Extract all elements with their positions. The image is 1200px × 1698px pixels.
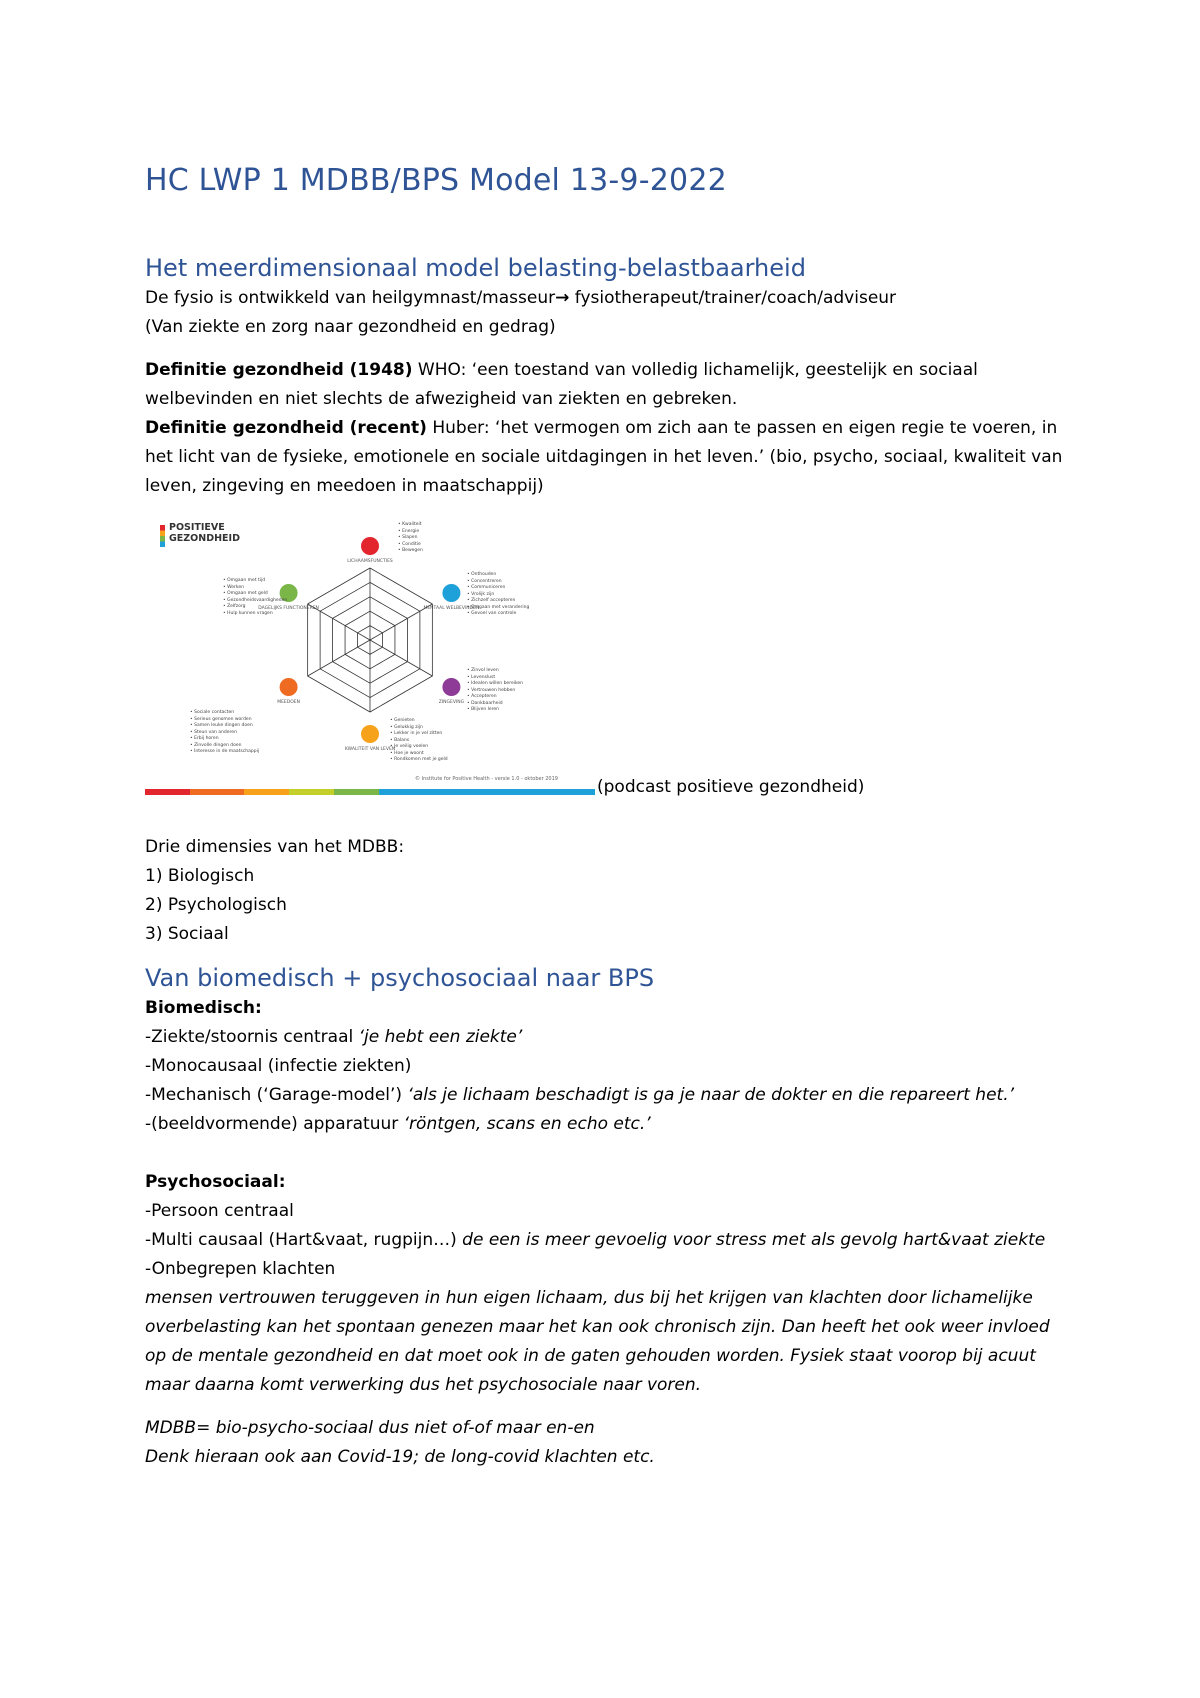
section-bps: [145, 962, 1075, 1472]
figure-block: [145, 518, 1075, 808]
figure-caption: (podcast positieve gezondheid): [597, 777, 865, 797]
psychosociaal-item: -Onbegrepen klachten: [145, 1259, 336, 1279]
paragraph-definition-1948: Definitie gezondheid (1948) WHO: ‘een toestand van volledig lichamelijk, geestelijk en sociaal welbevinden en niet slechts de afwezigheid van ziekten en gebreken.: [145, 360, 978, 409]
mdbb-line: MDBB= bio-psycho-sociaal dus niet of-of maar en-en: [145, 1418, 595, 1438]
figure-list-right-bottom: • Zinvol leven • Levenslust • Idealen willen bereiken • Vertrouwen hebben • Accepteren • Dankbaarheid • Blijven leren: [467, 668, 524, 712]
paragraph-ziekte-gedrag: (Van ziekte en zorg naar gezondheid en gedrag): [145, 317, 556, 337]
biomedisch-item: -Monocausaal (infectie ziekten): [145, 1056, 412, 1076]
dimension-item: 1) Biologisch: [145, 866, 255, 886]
dimension-item: 3) Sociaal: [145, 924, 229, 944]
biomedisch-item: -Mechanisch (‘Garage-model’) ‘als je lichaam beschadigt is ga je naar de dokter en die repareert het.’: [145, 1085, 1014, 1105]
dimension-icon: [361, 725, 379, 743]
section-mdbb: [145, 252, 1075, 501]
section-heading-mdbb: Het meerdimensionaal model belasting-belastbaarheid: [145, 254, 806, 282]
paragraph-definition-recent: Definitie gezondheid (recent) Huber: ‘het vermogen om zich aan te passen en eigen regie te voeren, in het licht van de fysieke, emotionele en sociale uitdagingen in het leven.’ (bio, psycho, sociaal, kwaliteit van leven, zingeving en meedoen in maatschappij): [145, 418, 1063, 496]
psychosociaal-item: -Multi causaal (Hart&vaat, rugpijn…) de een is meer gevoelig voor stress met als gevolg hart&vaat ziekte: [145, 1230, 1046, 1250]
dimension-icon: [442, 584, 460, 602]
positive-health-figure: [145, 518, 595, 798]
psychosociaal-item: -Persoon centraal: [145, 1201, 294, 1221]
dimension-label: MENTAAL WELBEVINDEN: [423, 606, 480, 611]
dimension-label: ZINGEVING: [438, 700, 465, 705]
biomedisch-label: Biomedisch:: [145, 998, 262, 1018]
dimension-label: LICHAAMSFUNCTIES: [347, 559, 393, 564]
dimension-item: 2) Psychologisch: [145, 895, 287, 915]
dimension-label: DAGELIJKS FUNCTIONEREN: [258, 606, 319, 611]
psychosociaal-paragraph: mensen vertrouwen teruggeven in hun eigen lichaam, dus bij het krijgen van klachten door lichamelijke overbelasting kan het spontaan genezen maar het kan ook chronisch zijn. Dan heeft het ook weer invloed op de mentale gezondheid en dat moet ook in de gaten gehouden worden. Fysiek staat voorop bij acuut maar daarna komt verwerking dus het psychosociale naar voren.: [145, 1288, 1050, 1395]
figure-list-left-top: • Omgaan met tijd • Werken • Omgaan met geld • Gezondheidsvaardigheden • Zelfzorg • Hulp kunnen vragen: [223, 578, 288, 616]
section-heading-bps: Van biomedisch + psychosociaal naar BPS: [145, 964, 655, 992]
web-axis: [370, 640, 432, 676]
figure-footer: © Institute for Positive Health - versie 1.0 - oktober 2019: [415, 776, 558, 782]
figure-list-top: • Kwaliteit • Energie • Slapen • Conditie • Bewegen: [398, 522, 423, 553]
arrow-icon: →: [555, 288, 570, 308]
dimension-label: MEEDOEN: [277, 700, 300, 705]
figure-list-bottom: • Genieten • Gelukkig zijn • Lekker in je vel zitten • Balans • Je veilig voelen • Hoe je woont • Rondkomen met je geld: [390, 718, 448, 762]
figure-color-stripe: [145, 789, 595, 795]
positive-health-logo-text: POSITIEVE GEZONDHEID: [169, 522, 240, 544]
figure-list-left-bottom: • Sociale contacten • Serieus genomen worden • Samen leuke dingen doen • Steun van anderen • Erbij horen • Zinvolle dingen doen • Interesse in de maatschappij: [190, 710, 260, 754]
dimension-icon: [361, 537, 379, 555]
web-axis: [308, 640, 370, 676]
figure-list-right-top: • Onthouden • Concentreren • Communiceren • Vrolijk zijn • Zichzelf accepteren • Omgaan met verandering • Gevoel van controle: [467, 572, 530, 616]
dimensions-list: [145, 833, 1075, 949]
page-title: HC LWP 1 MDBB/BPS Model 13-9-2022: [145, 163, 727, 198]
dimension-icon: [280, 678, 298, 696]
dimension-icon: [442, 678, 460, 696]
dimensions-intro: Drie dimensies van het MDBB:: [145, 837, 405, 857]
biomedisch-item: -Ziekte/stoornis centraal ‘je hebt een ziekte’: [145, 1027, 523, 1047]
dimension-label: KWALITEIT VAN LEVEN: [344, 747, 396, 752]
paragraph-fysio-development: De fysio is ontwikkeld van heilgymnast/masseur→ fysiotherapeut/trainer/coach/adviseur: [145, 288, 897, 308]
psychosociaal-label: Psychosociaal:: [145, 1172, 286, 1192]
covid-line: Denk hieraan ook aan Covid-19; de long-covid klachten etc.: [145, 1447, 655, 1467]
biomedisch-item: -(beeldvormende) apparatuur ‘röntgen, scans en echo etc.’: [145, 1114, 651, 1134]
